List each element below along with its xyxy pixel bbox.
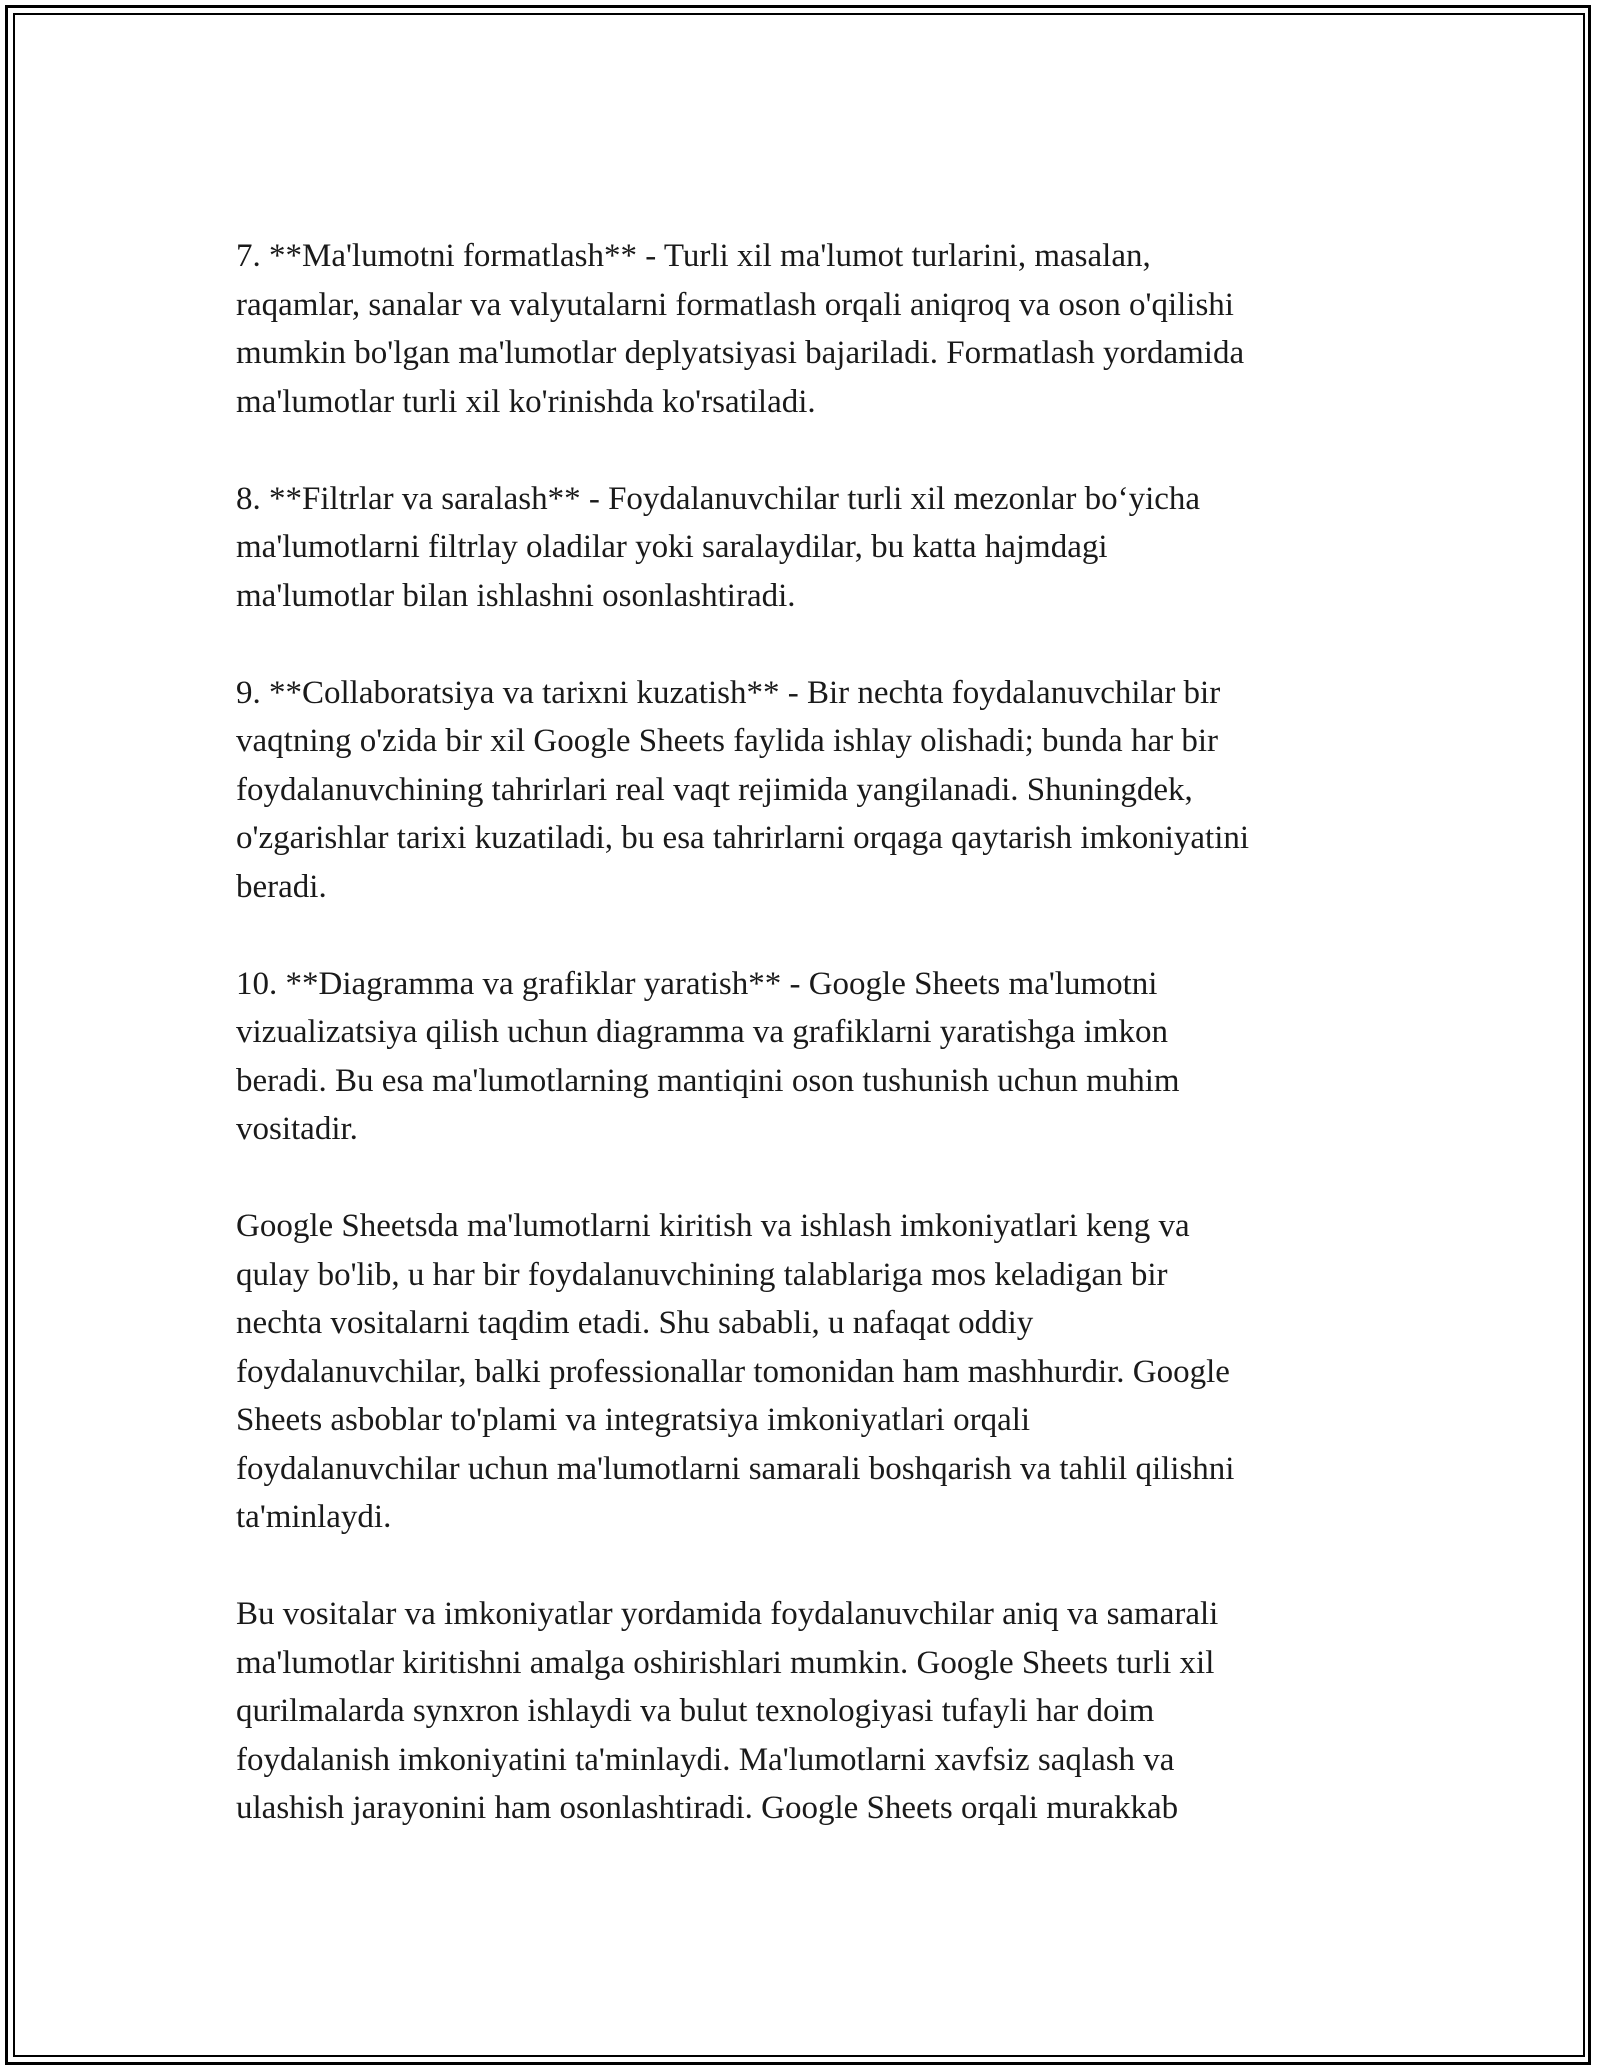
paragraph-collaboration-history: 9. **Collaboratsiya va tarixni kuzatish** - Bir nechta foydalanuvchilar bir vaqtning o'zida bir xil Google Sheets faylida ishlay olishadi; bunda har bir foydalanuvchining tahrirlari real vaqt rejimida yangilanadi. Shuningdek, o'zgarishlar tarixi kuzatiladi, bu esa tahrirlarni orqaga qaytarish imkoniyatini beradi. xyxy=(236,674,1250,905)
paragraph-filters-sorting: 8. **Filtrlar va saralash** - Foydalanuvchilar turli xil mezonlar bo‘yicha ma'lumotlarni filtrlay oladilar yoki saralaydilar, bu katta hajmdagi ma'lumotlar bilan ishlashni osonlashtiradi. xyxy=(236,480,1201,614)
paragraph-formatting: 7. **Ma'lumotni formatlash** - Turli xil ma'lumot turlarini, masalan, raqamlar, sanalar va valyutalarni formatlash orqali aniqroq va oson o'qilishi mumkin bo'lgan ma'lumotlar deplyatsiyasi bajariladi. Formatlash yordamida ma'lumotlar turli xil ko'rinishda ko'rsatiladi. xyxy=(236,238,1245,420)
paragraph-summary-tools: Bu vositalar va imkoniyatlar yordamida foydalanuvchilar aniq va samarali ma'lumotlar kiritishni amalga oshirishlari mumkin. Google Sheets turli xil qurilmalarda synxron ishlaydi va bulut texnologiyasi tufayli har doim foydalanish imkoniyatini ta'minlaydi. Ma'lumotlarni xavfsiz saqlash va ulashish jarayonini ham osonlashtiradi. Google Sheets orqali murakkab xyxy=(236,1596,1219,1826)
paragraph-charts-graphs: 10. **Diagramma va grafiklar yaratish** - Google Sheets ma'lumotni vizualizatsiya qilish uchun diagramma va grafiklarni yaratishga imkon beradi. Bu esa ma'lumotlarning mantiqini oson tushunish uchun muhim vositadir. xyxy=(236,965,1180,1147)
paragraph-summary-capabilities: Google Sheetsda ma'lumotlarni kiritish va ishlash imkoniyatlari keng va qulay bo'lib, u har bir foydalanuvchining talablariga mos keladigan bir nechta vositalarni taqdim etadi. Shu sababli, u nafaqat oddiy foydalanuvchilar, balki professionallar tomonidan ham mashhurdir. Google Sheets asboblar to'plami va integratsiya imkoniyatlari orqali foydalanuvchilar uchun ma'lumotlarni samarali boshqarish va tahlil qilishni ta'minlaydi. xyxy=(236,1208,1235,1535)
document-body xyxy=(236,232,1366,1833)
